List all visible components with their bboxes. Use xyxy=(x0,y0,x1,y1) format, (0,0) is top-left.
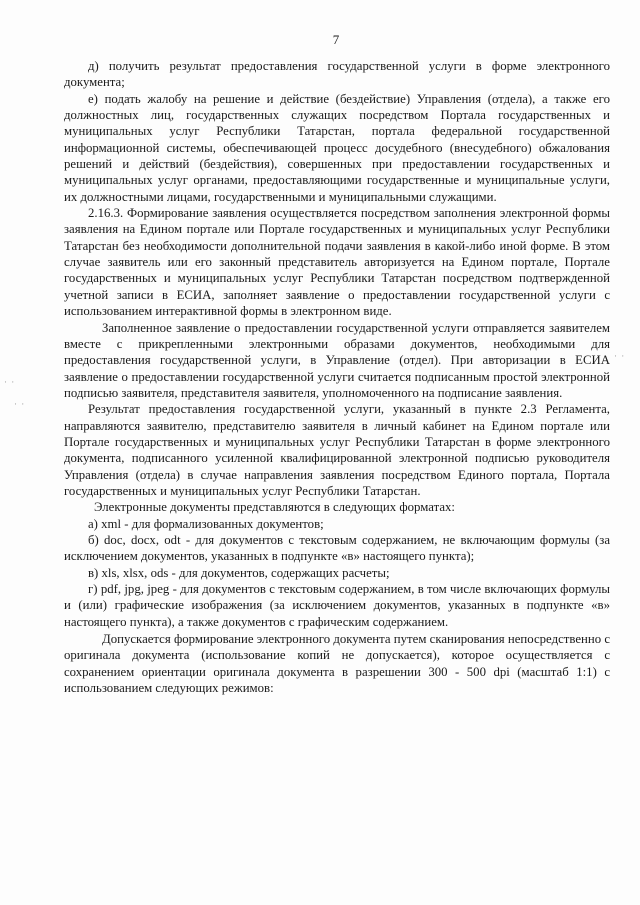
paragraph-filled-application: Заполненное заявление о предоставлении государственной услуги отправляется заявителем вместе с прикрепленными электронными образами документов, необходимыми для предоставления государственной услуги, в Управление (отдел). При авторизации в ЕСИА заявление о предоставлении государственной услуги считается подписанным простой электронной подписью заявителя, представителя заявителя, уполномоченного на подписание заявления. xyxy=(64,320,610,400)
scan-noise-left: · · xyxy=(4,377,16,387)
page-body xyxy=(64,58,610,696)
page-number: 7 xyxy=(332,32,340,47)
list-item-format-g: г) pdf, jpg, jpeg - для документов с текстовым содержанием, в том числе включающих формулы и (или) графические изображения (за исключением документов, указанных в подпункте «в» настоящего пункта), а также документов с графическим содержанием. xyxy=(64,582,610,629)
paragraph-item-e: е) подать жалобу на решение и действие (бездействие) Управления (отдела), а также его должностных лиц, государственных служащих посредством Портала государственных и муниципальных услуг Республики Татарстан, портала федеральной государственной информационной системы, обеспечивающей процесс досудебного (внесудебного) обжалования решений и действий (бездействия), совершенных при предоставлении государственных и муниципальных услуг органами, предоставляющими государственные и муниципальные услуги, их должностными лицами, государственными и муниципальными служащими. xyxy=(64,91,610,204)
paragraph-service-result: Результат предоставления государственной услуги, указанный в пункте 2.3 Регламента, направляются заявителю, представителю заявителя в личный кабинет на Едином портале или Портале государственных и муниципальных услуг Республики Татарстан в форме электронного документа, подписанного усиленной квалифицированной электронной подписью руководителя Управления (отдела) в случае направления заявления посредством Единого портала, Портала государственных и муниципальных услуг Республики Татарстан. xyxy=(64,402,610,498)
scan-noise-left-2: · · xyxy=(14,399,26,409)
paragraph-item-d: д) получить результат предоставления государственной услуги в форме электронного документа; xyxy=(64,59,610,90)
list-item-format-v: в) xls, xlsx, ods - для документов, содержащих расчеты; xyxy=(88,565,390,580)
paragraph-scanning: Допускается формирование электронного документа путем сканирования непосредственно с оригинала документа (использование копий не допускается), которое осуществляется с сохранением ориентации оригинала документа в разрешении 300 - 500 dpi (масштаб 1:1) с использованием следующих режимов: xyxy=(64,632,610,696)
paragraph-2-16-3: 2.16.3. Формирование заявления осуществляется посредством заполнения электронной формы заявления на Едином портале или Портале государственных и муниципальных услуг Республики Татарстан без необходимости дополнительной подачи заявления в какой-либо иной форме. В этом случае заявитель или его законный представитель авторизуется на Едином портале, Портале государственных и муниципальных услуг Республики Татарстан посредством подтвержденной учетной записи в ЕСИА, заполняет заявление о предоставлении государственной услуги с использованием интерактивной формы в электронном виде. xyxy=(64,206,610,319)
list-item-format-a: а) xml - для формализованных документов; xyxy=(88,516,324,531)
list-item-format-b: б) doc, docx, odt - для документов с текстовым содержанием, не включающим формулы (за исключением документов, указанных в подпункте «в» настоящего пункта); xyxy=(64,532,610,564)
paragraph-formats-intro: Электронные документы представляются в следующих форматах: xyxy=(94,500,455,515)
scan-noise-right: · · xyxy=(614,351,626,361)
